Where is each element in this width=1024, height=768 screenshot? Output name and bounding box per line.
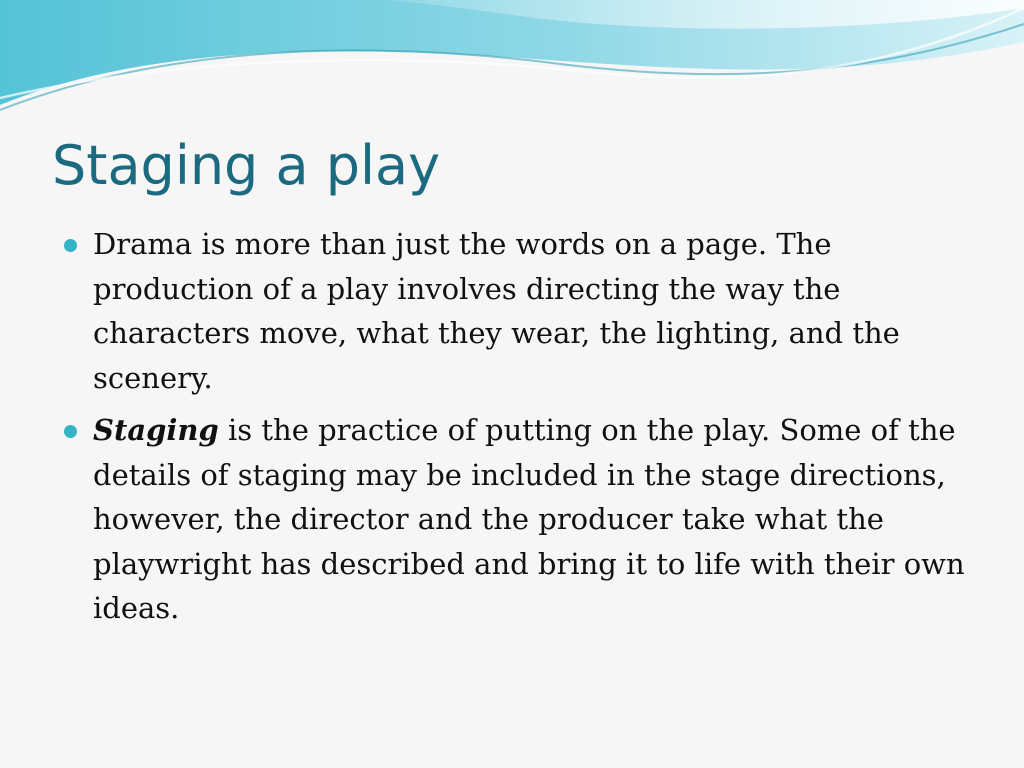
bullet-dot-icon (64, 425, 77, 438)
header-wave-decoration (0, 0, 1024, 120)
bullet-list (60, 222, 972, 639)
slide-title: Staging a play (52, 134, 441, 197)
bullet-item-staging (60, 408, 972, 631)
bullet-text-staging: is the practice of putting on the play. Some of the details of staging may be included in the stage directions, however, the director and the producer take what the playwright has described and bring it to life with their own ideas. (93, 413, 965, 625)
staging-emphasis: Staging (93, 413, 219, 447)
bullet-text-drama: Drama is more than just the words on a page. The production of a play involves directing the way the characters move, what they wear, the lighting, and the scenery. (93, 227, 900, 395)
bullet-dot-icon (64, 239, 77, 252)
bullet-item-drama (60, 222, 972, 400)
